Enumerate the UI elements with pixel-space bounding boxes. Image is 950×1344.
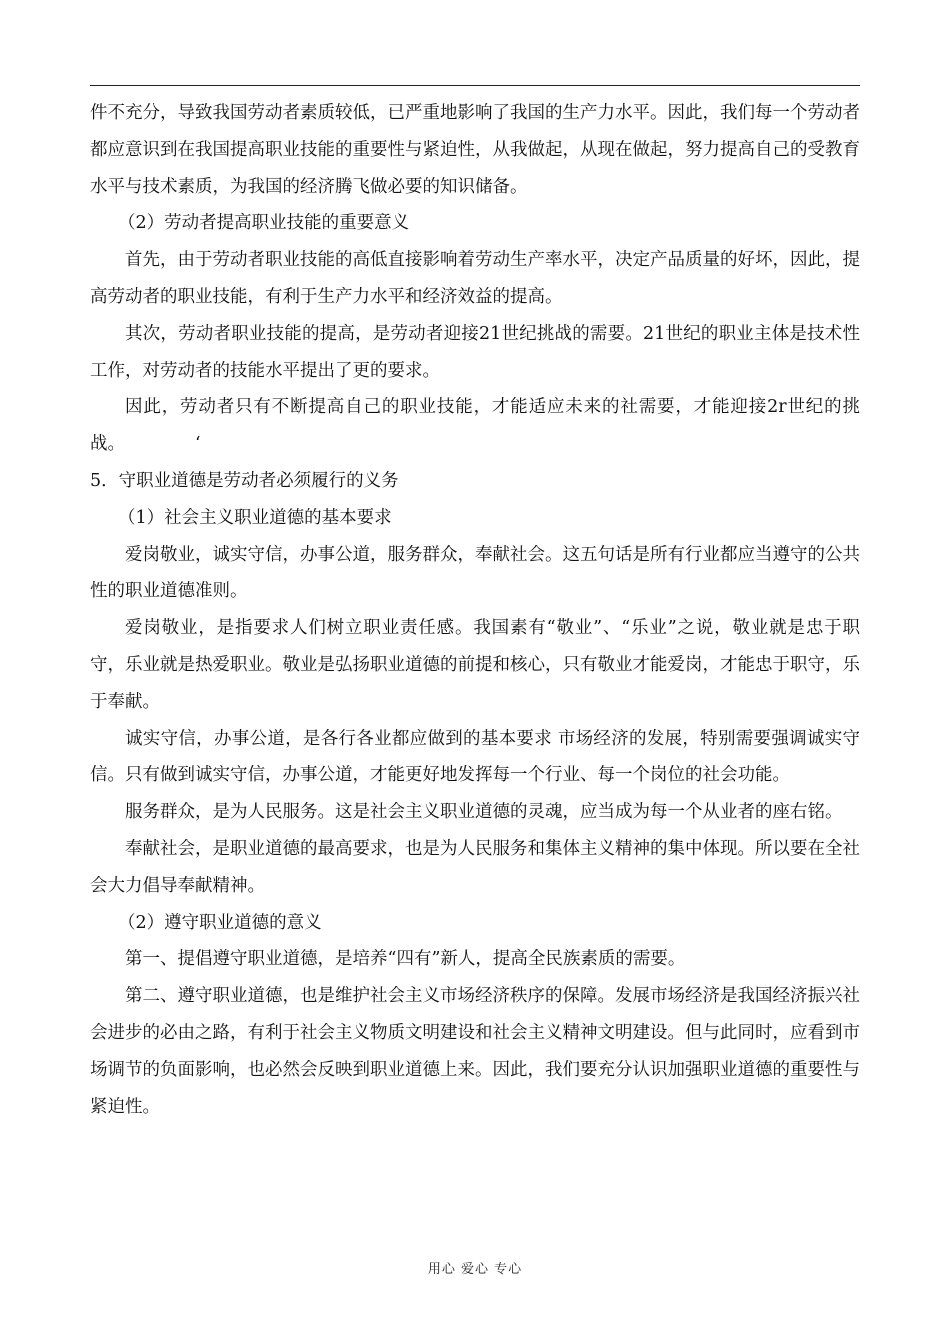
paragraph-first: 首先，由于劳动者职业技能的高低直接影响着劳动生产率水平，决定产品质量的好坏，因此，提高劳动者的职业技能，有利于生产力水平和经济效益的提高。 (90, 250, 860, 307)
paragraph-therefore (90, 389, 860, 463)
paragraph-contribute-society: 奉献社会，是职业道德的最高要求，也是为人民服务和集体主义精神的集中体现。所以要在全社会大力倡导奉献精神。 (90, 838, 860, 896)
paragraph-therefore-text: 因此，劳动者只有不断提高自己的职业技能，才能适应未来的社需要，才能迎接2r世纪的挑战。 (90, 397, 860, 455)
header-rule (90, 85, 860, 86)
subheading-skill-importance: （2）劳动者提高职业技能的重要意义 (118, 213, 410, 234)
stray-mark: ‘ (195, 434, 201, 455)
page-footer: 用心 爱心 专心 (427, 1262, 523, 1277)
paragraph-second: 其次，劳动者职业技能的提高，是劳动者迎接21世纪挑战的需要。21世纪的职业主体是技术性工作，对劳动者的技能水平提出了更的要求。 (90, 323, 860, 381)
section-heading-5: 5．守职业道德是劳动者必须履行的义务 (90, 470, 399, 491)
document-body (90, 95, 860, 1125)
paragraph-five-principles: 爱岗敬业，诚实守信，办事公道，服务群众，奉献社会。这五句话是所有行业都应当遵守的公共性的职业道德准则。 (90, 544, 860, 602)
paragraph-dedication: 爱岗敬业，是指要求人们树立职业责任感。我国素有“敬业”、“乐业”之说，敬业就是忠于职守，乐业就是热爱职业。敬业是弘扬职业道德的前提和核心，只有敬业才能爱岗，才能忠于职守，乐于奉献。 (90, 618, 860, 712)
paragraph-honesty: 诚实守信，办事公道，是各行各业都应做到的基本要求 市场经济的发展，特别需要强调诚实守信。只有做到诚实守信，办事公道，才能更好地发挥每一个行业、每一个岗位的社会功能。 (90, 728, 860, 786)
paragraph-point-two: 第二、遵守职业道德，也是维护社会主义市场经济秩序的保障。发展市场经济是我国经济振兴社会进步的必由之路，有利于社会主义物质文明建设和社会主义精神文明建设。但与此同时，应看到市场调节的负面影响，也必然会反映到职业道德上来。因此，我们要充分认识加强职业道德的重要性与紧迫性。 (90, 986, 860, 1117)
subheading-significance: （2）遵守职业道德的意义 (118, 912, 322, 933)
paragraph-continuation: 件不充分，导致我国劳动者素质较低，已严重地影响了我国的生产力水平。因此，我们每一个劳动者都应意识到在我国提高职业技能的重要性与紧迫性，从我做起，从现在做起，努力提高自己的受教育水平与技术素质，为我国的经济腾飞做必要的知识储备。 (90, 103, 860, 197)
paragraph-serve-people: 服务群众，是为人民服务。这是社会主义职业道德的灵魂，应当成为每一个从业者的座右铭。 (125, 802, 843, 823)
paragraph-point-one: 第一、提倡遵守职业道德，是培养“四有”新人，提高全民族素质的需要。 (125, 949, 686, 970)
subheading-basic-requirements: （1）社会主义职业道德的基本要求 (118, 507, 392, 528)
